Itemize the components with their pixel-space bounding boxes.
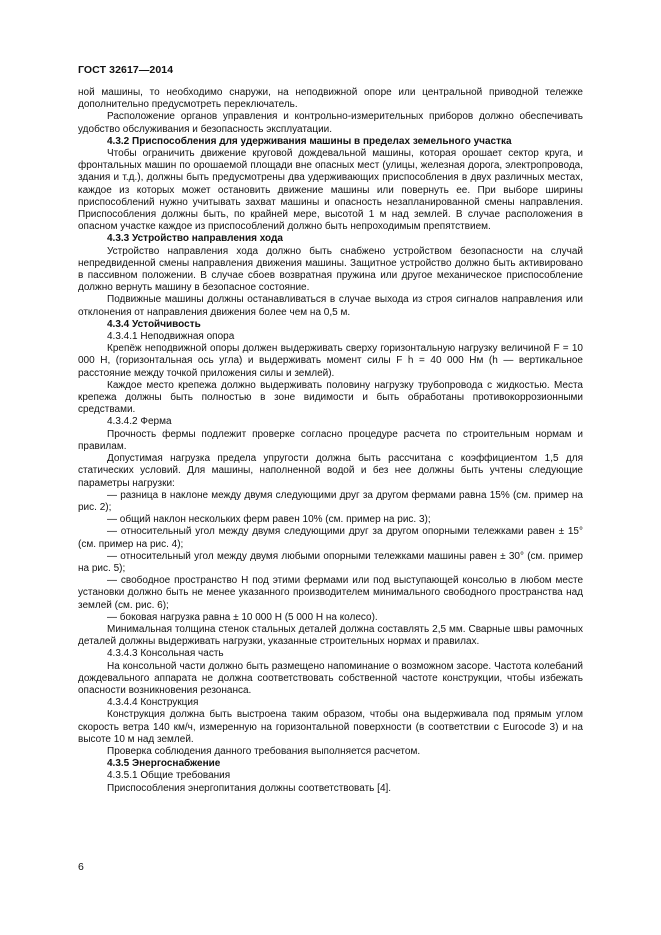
- paragraph: Проверка соблюдения данного требования выполняется расчетом.: [107, 745, 421, 757]
- subsection-heading-4-3-4-3: 4.3.4.3 Консольная часть: [107, 648, 224, 660]
- paragraph: Каждое место крепежа должно выдерживать половину нагрузку трубопровода с жидкостью. Места крепежа должны быть полностью в зоне видимости и быть обработаны противокоррозионными средствами.: [78, 379, 583, 416]
- document-header: ГОСТ 32617—2014: [78, 64, 174, 76]
- subsection-heading-4-3-4-2: 4.3.4.2 Ферма: [107, 416, 172, 428]
- paragraph: Минимальная толщина стенок стальных деталей должна составлять 2,5 мм. Сварные швы рамочных деталей должны выдерживать нагрузки, указанные строительных нормах и правилах.: [78, 623, 583, 648]
- paragraph: Подвижные машины должны останавливаться в случае выхода из строя сигналов направления или отклонения от направления движения более чем на 0,5 м.: [78, 294, 583, 318]
- paragraph: Устройство направления хода должно быть снабжено устройством безопасности на случай непредвиденной смены направления движения машины. Защитное устройство должно быть активировано в пассивном положении. В случае сбоев возвратная пружина или другое механическое приспособление должно вернуть машину в безопасное состояние.: [78, 245, 583, 294]
- paragraph: ной машины, то необходимо снаружи, на неподвижной опоре или центральной приводной тележке дополнительно предусмотреть переключатель.: [78, 87, 583, 111]
- list-item: — боковая нагрузка равна ± 10 000 Н (5 000 Н на колесо).: [107, 611, 378, 623]
- list-item: — относительный угол между двумя любыми опорными тележками машины равен ± 30° (см. пример на рис. 5);: [78, 550, 583, 574]
- section-heading-4-3-2: 4.3.2 Приспособления для удерживания машины в пределах земельного участка: [107, 135, 512, 147]
- list-item: — общий наклон нескольких ферм равен 10% (см. пример на рис. 3);: [107, 514, 431, 526]
- list-item: — разница в наклоне между двумя следующими друг за другом фермами равна 15% (см. пример на рис. 2);: [78, 489, 583, 513]
- paragraph: Крепёж неподвижной опоры должен выдерживать сверху горизонтальную нагрузку величиной F = 10 000 Н, (горизонтальная ось угла) и выдерживать момент силы F h = 40 000 Нм (h — вертикальное расстояние между точкой приложения силы и землей).: [78, 343, 583, 379]
- paragraph: Приспособления энергопитания должны соответствовать [4].: [107, 782, 392, 794]
- paragraph: Конструкция должна быть выстроена таким образом, чтобы она выдерживала под прямым углом скорость ветра 140 км/ч, измеренную на горизонтальной поверхности (в соответствии с Eurocode 3) и на высоте 10 м над землей.: [78, 709, 583, 745]
- page-number: 6: [78, 861, 84, 873]
- paragraph: На консольной части должно быть размещено напоминание о возможном засоре. Частота колебаний дождевального аппарата не должна соответствовать собственной частоте конструкции, чтобы избежать опасности возникновения резонанса.: [78, 660, 583, 696]
- section-heading-4-3-5: 4.3.5 Энергоснабжение: [107, 758, 221, 770]
- paragraph: Допустимая нагрузка предела упругости должна быть рассчитана с коэффициентом 1,5 для статических условий. Для машины, наполненной водой и без нее должны быть учтены следующие параметры нагрузки:: [78, 453, 583, 489]
- list-item: — свободное пространство H под этими фермами или под выступающей консолью в любом месте установки должно быть не менее указанного производителем минимального свободного пространства над землей (см. рис. 6);: [78, 575, 583, 611]
- subsection-heading-4-3-4-4: 4.3.4.4 Конструкция: [107, 697, 199, 709]
- document-body: [78, 87, 583, 795]
- paragraph: Чтобы ограничить движение круговой дождевальной машины, которая орошает сектор круга, и фронтальных машин по орошаемой площади вне опасных мест (улицы, железная дорога, электропровода, здания и т.д.), должны быть предусмотрены два удерживающих приспособления в двух различных местах, каждое из которых может остановить движение машины или повернуть ее. При выборе ширины приспособлений нужно учитывать захват машины и опасность незапланированной смены направления. Приспособления должны быть, по крайней мере, высотой 1 м над землей. В случае расположения в опасном участке каждое из приспособлений должно быть непроходимым препятствием.: [78, 148, 583, 233]
- subsection-heading-4-3-5-1: 4.3.5.1 Общие требования: [107, 770, 231, 782]
- section-heading-4-3-4: 4.3.4 Устойчивость: [107, 318, 201, 330]
- subsection-heading-4-3-4-1: 4.3.4.1 Неподвижная опора: [107, 331, 235, 343]
- paragraph: Расположение органов управления и контрольно-измерительных приборов должно обеспечивать удобство обслуживания и безопасность эксплуатации.: [78, 111, 583, 135]
- section-heading-4-3-3: 4.3.3 Устройство направления хода: [107, 233, 283, 245]
- paragraph: Прочность фермы подлежит проверке согласно процедуре расчета по строительным нормам и правилам.: [78, 428, 583, 452]
- list-item: — относительный угол между двумя следующими друг за другом опорными тележками равен ± 15° (см. пример на рис. 4);: [78, 526, 583, 550]
